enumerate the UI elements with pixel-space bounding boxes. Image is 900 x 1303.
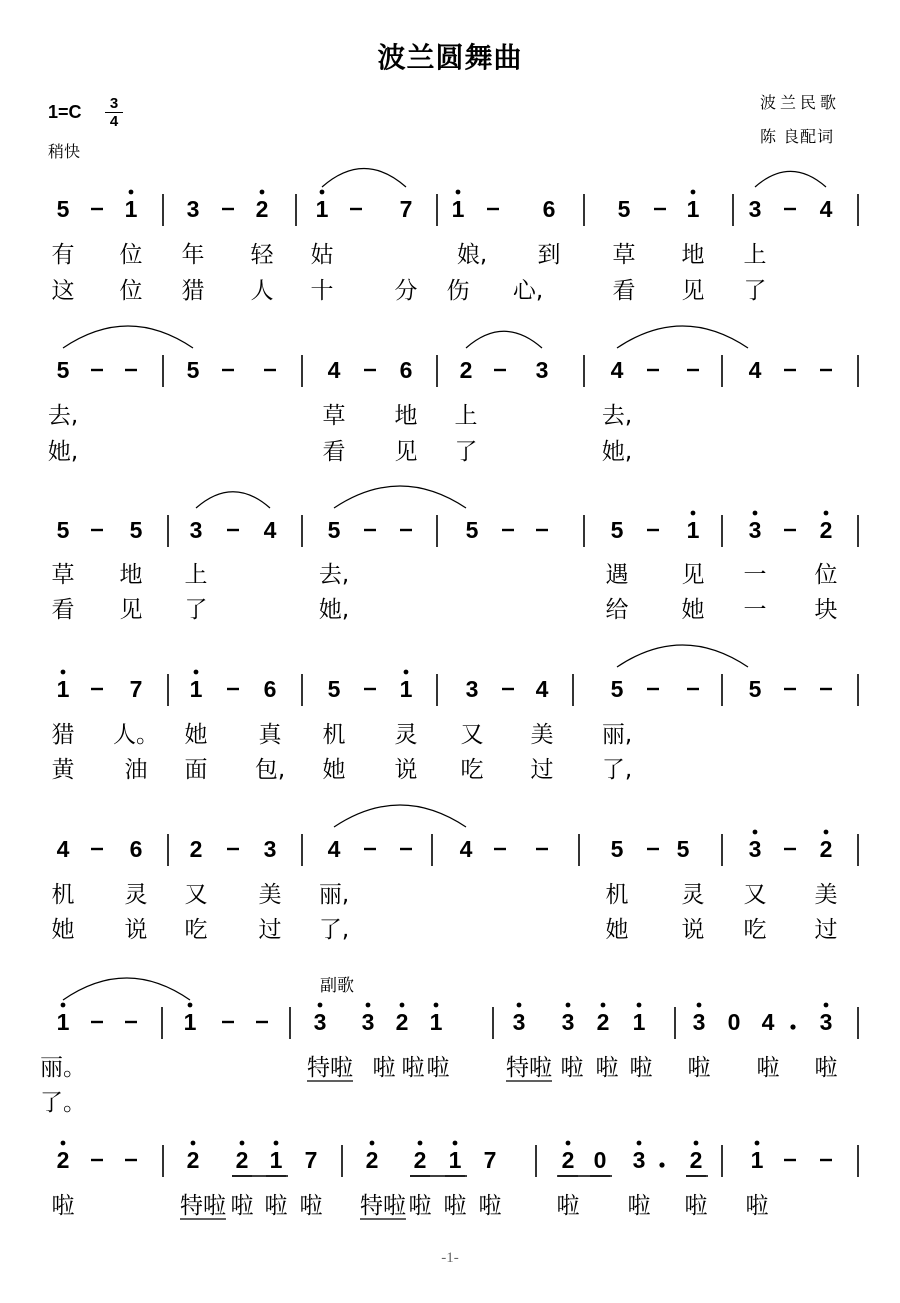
lyric-syllable: 灵 [681, 882, 705, 908]
lyric-syllable: 一 [743, 597, 767, 623]
lyric-syllable: 又 [460, 722, 484, 748]
lyric-syllable: 地 [119, 562, 143, 588]
note: 7 [129, 676, 143, 702]
note: 1 [183, 1009, 197, 1035]
lyric-syllable: 说 [124, 917, 148, 943]
note: 7 [399, 196, 413, 222]
lyric-syllable: 伤 [446, 278, 470, 304]
note: 6 [263, 676, 277, 702]
lyric-syllable: 说 [681, 917, 705, 943]
note: 4 [459, 836, 473, 862]
lyric-syllable: 见 [394, 439, 418, 465]
lyric-syllable: 看 [612, 278, 636, 304]
lyric-syllable: 有 [51, 242, 75, 268]
lyric-syllable: 她 [184, 722, 208, 748]
note: 1 [429, 1009, 443, 1035]
note: 0 [593, 1147, 607, 1173]
lyric-syllable: 人。 [113, 722, 159, 748]
lyric-syllable: 啦 [230, 1193, 254, 1219]
octave-dot-high [753, 511, 758, 516]
octave-dot-high [61, 1003, 66, 1008]
note: 1 [750, 1147, 764, 1173]
lyric-syllable: 啦 [51, 1193, 75, 1219]
lyric-syllable: 特啦 [307, 1055, 353, 1081]
lyric-syllable: 又 [184, 882, 208, 908]
note: 3 [512, 1009, 526, 1035]
note: 5 [610, 676, 624, 702]
lyric-syllable: 啦 [299, 1193, 323, 1219]
song-title: 波兰圆舞曲 [377, 41, 523, 74]
lyric-syllable: 吃 [743, 917, 767, 943]
octave-dot-high [129, 190, 134, 195]
page-number: -1- [441, 1250, 459, 1266]
octave-dot-high [320, 190, 325, 195]
note: 1 [56, 1009, 70, 1035]
lyric-syllable: 她, [47, 439, 79, 465]
lyric-syllable: 给 [605, 597, 629, 623]
lyric-syllable: 啦 [426, 1055, 450, 1081]
lyric-syllable: 看 [51, 597, 75, 623]
lyric-syllable: 丽, [601, 722, 633, 748]
note: 4 [761, 1009, 775, 1035]
note: 5 [676, 836, 690, 862]
note: 1 [189, 676, 203, 702]
lyric-syllable: 啦 [408, 1193, 432, 1219]
octave-dot-high [697, 1003, 702, 1008]
lyric-syllable: 去, [47, 403, 79, 429]
slur [617, 326, 748, 348]
lyric-syllable: 啦 [595, 1055, 619, 1081]
lyric-syllable: 年 [181, 242, 205, 268]
note: 4 [263, 517, 277, 543]
lyric-syllable: 一 [743, 562, 767, 588]
lyric-syllable: 啦 [372, 1055, 396, 1081]
note: 2 [189, 836, 203, 862]
time-signature-denominator: 4 [109, 113, 119, 130]
note: 3 [313, 1009, 327, 1035]
note: 0 [727, 1009, 741, 1035]
note: 2 [819, 517, 833, 543]
note: 1 [686, 517, 700, 543]
note: 3 [748, 196, 762, 222]
tempo-marking: 稍快 [48, 142, 81, 161]
lyric-syllable: 丽, [318, 882, 350, 908]
note: 2 [459, 357, 473, 383]
lyric-syllable: 草 [51, 562, 75, 588]
note: 7 [483, 1147, 497, 1173]
lyric-syllable: 上 [184, 562, 208, 588]
lyric-syllable: 面 [184, 757, 208, 783]
lyric-syllable: 了, [318, 917, 350, 943]
lyric-syllable: 上 [454, 403, 478, 429]
lyric-syllable: 吃 [460, 757, 484, 783]
note: 2 [186, 1147, 200, 1173]
note: 2 [365, 1147, 379, 1173]
slur [196, 492, 270, 508]
note: 2 [395, 1009, 409, 1035]
lyric-syllable: 猎 [51, 722, 75, 748]
lyric-syllable: 了。 [40, 1090, 86, 1116]
octave-dot-high [566, 1141, 571, 1146]
note: 3 [186, 196, 200, 222]
octave-dot-high [691, 190, 696, 195]
note: 1 [315, 196, 329, 222]
note: 4 [610, 357, 624, 383]
lyric-syllable: 黄 [51, 757, 75, 783]
lyric-syllable: 美 [258, 882, 282, 908]
note: 4 [56, 836, 70, 862]
lyric-syllable: 说 [394, 757, 418, 783]
lyric-syllable: 啦 [401, 1055, 425, 1081]
note: 5 [748, 676, 762, 702]
lyric-syllable: 上 [743, 242, 767, 268]
octave-dot-high [240, 1141, 245, 1146]
note: 4 [748, 357, 762, 383]
lyric-syllable: 吃 [184, 917, 208, 943]
octave-dot-high [691, 511, 696, 516]
slur [755, 171, 826, 187]
lyric-syllable: 丽。 [40, 1055, 86, 1081]
dotted-note-dot [659, 1162, 664, 1167]
octave-dot-high [824, 1003, 829, 1008]
octave-dot-high [400, 1003, 405, 1008]
lyric-syllable: 灵 [394, 722, 418, 748]
note: 3 [819, 1009, 833, 1035]
note: 6 [399, 357, 413, 383]
note: 2 [596, 1009, 610, 1035]
slur [334, 486, 466, 508]
lyric-syllable: 去, [318, 562, 350, 588]
lyric-syllable: 了 [743, 278, 767, 304]
octave-dot-high [404, 670, 409, 675]
slur [617, 645, 748, 667]
lyric-syllable: 了, [601, 757, 633, 783]
lyric-syllable: 地 [681, 242, 705, 268]
note: 1 [124, 196, 138, 222]
lyric-syllable: 见 [681, 562, 705, 588]
lyric-syllable: 她 [605, 917, 629, 943]
note: 1 [686, 196, 700, 222]
note: 4 [819, 196, 833, 222]
lyric-syllable: 遇 [605, 562, 629, 588]
octave-dot-high [601, 1003, 606, 1008]
lyric-syllable: 草 [612, 242, 636, 268]
octave-dot-high [637, 1003, 642, 1008]
lyric-syllable: 草 [322, 403, 346, 429]
octave-dot-high [453, 1141, 458, 1146]
lyric-syllable: 轻 [250, 242, 274, 268]
note: 5 [465, 517, 479, 543]
lyricist-credit: 陈 良配词 [760, 127, 835, 146]
note: 3 [535, 357, 549, 383]
lyric-syllable: 她 [51, 917, 75, 943]
note: 7 [304, 1147, 318, 1173]
slur [322, 169, 406, 187]
lyric-syllable: 啦 [745, 1193, 769, 1219]
octave-dot-high [194, 670, 199, 675]
note: 3 [692, 1009, 706, 1035]
lyric-syllable: 油 [124, 757, 148, 783]
lyric-syllable: 啦 [560, 1055, 584, 1081]
lyric-syllable: 她, [318, 597, 350, 623]
lyric-syllable: 特啦 [506, 1055, 552, 1081]
note: 5 [56, 196, 70, 222]
dotted-note-dot [790, 1024, 795, 1029]
lyric-syllable: 啦 [556, 1193, 580, 1219]
octave-dot-high [755, 1141, 760, 1146]
lyric-syllable: 块 [814, 597, 838, 623]
note: 1 [56, 676, 70, 702]
note: 2 [413, 1147, 427, 1173]
note: 4 [327, 357, 341, 383]
note: 1 [269, 1147, 283, 1173]
lyric-syllable: 位 [119, 278, 143, 304]
octave-dot-high [318, 1003, 323, 1008]
note: 5 [610, 836, 624, 862]
octave-dot-high [566, 1003, 571, 1008]
lyric-syllable: 美 [530, 722, 554, 748]
octave-dot-high [824, 511, 829, 516]
note: 3 [465, 676, 479, 702]
lyric-syllable: 分 [394, 278, 418, 304]
note: 5 [327, 676, 341, 702]
note: 2 [689, 1147, 703, 1173]
lyric-syllable: 到 [537, 242, 561, 268]
lyric-syllable: 她 [681, 597, 705, 623]
lyric-syllable: 见 [119, 597, 143, 623]
octave-dot-high [434, 1003, 439, 1008]
note: 1 [448, 1147, 462, 1173]
lyric-syllable: 灵 [124, 882, 148, 908]
lyric-syllable: 特啦 [360, 1193, 406, 1219]
octave-dot-high [370, 1141, 375, 1146]
note: 1 [451, 196, 465, 222]
lyric-syllable: 啦 [629, 1055, 653, 1081]
note: 3 [561, 1009, 575, 1035]
note: 4 [327, 836, 341, 862]
lyric-syllable: 娘, [456, 242, 488, 268]
note: 5 [186, 357, 200, 383]
lyric-syllable: 啦 [814, 1055, 838, 1081]
note: 2 [255, 196, 269, 222]
note: 6 [129, 836, 143, 862]
octave-dot-high [753, 830, 758, 835]
lyric-syllable: 包, [254, 757, 286, 783]
note: 2 [561, 1147, 575, 1173]
lyric-syllable: 啦 [443, 1193, 467, 1219]
octave-dot-high [824, 830, 829, 835]
note: 6 [542, 196, 556, 222]
time-signature-numerator: 3 [105, 96, 123, 113]
lyric-syllable: 她 [322, 757, 346, 783]
octave-dot-high [61, 670, 66, 675]
lyric-syllable: 啦 [264, 1193, 288, 1219]
lyric-syllable: 这 [51, 278, 75, 304]
lyric-syllable: 姑 [310, 242, 334, 268]
lyric-syllable: 了 [454, 439, 478, 465]
octave-dot-high [694, 1141, 699, 1146]
note: 1 [399, 676, 413, 702]
lyric-syllable: 位 [814, 562, 838, 588]
lyric-syllable: 又 [743, 882, 767, 908]
lyric-syllable: 见 [681, 278, 705, 304]
octave-dot-high [418, 1141, 423, 1146]
lyric-syllable: 了 [184, 597, 208, 623]
note: 3 [748, 517, 762, 543]
lyric-syllable: 机 [322, 722, 346, 748]
lyric-syllable: 猎 [181, 278, 205, 304]
note: 2 [56, 1147, 70, 1173]
lyric-syllable: 特啦 [180, 1193, 226, 1219]
slur [63, 978, 190, 1000]
note: 3 [361, 1009, 375, 1035]
note: 5 [327, 517, 341, 543]
octave-dot-high [366, 1003, 371, 1008]
note: 5 [617, 196, 631, 222]
lyric-syllable: 位 [119, 242, 143, 268]
note: 5 [56, 357, 70, 383]
lyric-syllable: 啦 [687, 1055, 711, 1081]
note: 3 [263, 836, 277, 862]
note: 3 [632, 1147, 646, 1173]
lyric-syllable: 过 [814, 917, 838, 943]
octave-dot-high [274, 1141, 279, 1146]
slur [334, 805, 466, 827]
note: 5 [610, 517, 624, 543]
note: 1 [632, 1009, 646, 1035]
lyric-syllable: 人 [250, 278, 274, 304]
lyric-syllable: 过 [530, 757, 554, 783]
note: 3 [189, 517, 203, 543]
octave-dot-high [188, 1003, 193, 1008]
note: 2 [235, 1147, 249, 1173]
note: 5 [56, 517, 70, 543]
lyric-syllable: 她, [601, 439, 633, 465]
song-origin: 波兰民歌 [760, 93, 841, 112]
note: 5 [129, 517, 143, 543]
lyric-syllable: 心, [512, 278, 544, 304]
slur [63, 326, 193, 348]
note: 4 [535, 676, 549, 702]
lyric-syllable: 机 [51, 882, 75, 908]
lyric-syllable: 美 [814, 882, 838, 908]
lyric-syllable: 真 [258, 722, 282, 748]
lyric-syllable: 过 [258, 917, 282, 943]
octave-dot-high [260, 190, 265, 195]
octave-dot-high [517, 1003, 522, 1008]
lyric-syllable: 啦 [756, 1055, 780, 1081]
lyric-syllable: 啦 [684, 1193, 708, 1219]
key-signature: 1=C [48, 102, 82, 122]
lyric-syllable: 啦 [627, 1193, 651, 1219]
lyric-syllable: 机 [605, 882, 629, 908]
octave-dot-high [191, 1141, 196, 1146]
lyric-syllable: 看 [322, 439, 346, 465]
lyric-syllable: 啦 [478, 1193, 502, 1219]
octave-dot-high [61, 1141, 66, 1146]
note: 3 [748, 836, 762, 862]
slur [466, 331, 542, 348]
section-label: 副歌 [320, 976, 354, 996]
note: 2 [819, 836, 833, 862]
lyric-syllable: 去, [601, 403, 633, 429]
octave-dot-high [637, 1141, 642, 1146]
octave-dot-high [456, 190, 461, 195]
lyric-syllable: 地 [394, 403, 418, 429]
lyric-syllable: 十 [310, 278, 334, 304]
